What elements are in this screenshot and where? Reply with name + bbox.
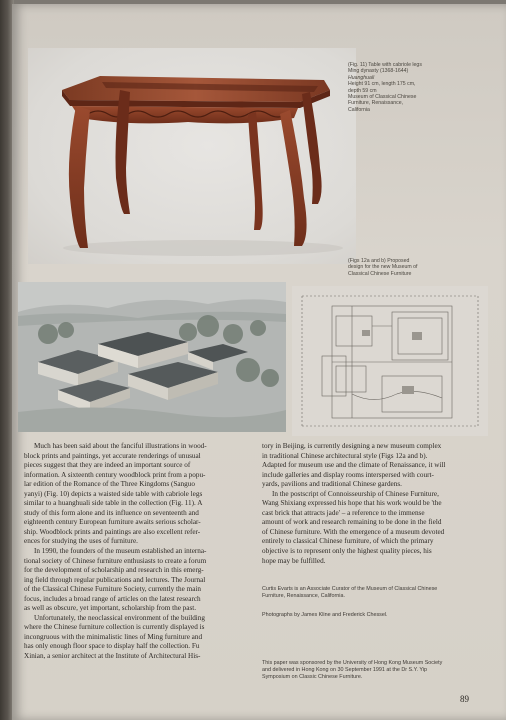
caption-line: Height 91 cm, length 175 cm, [348,81,416,88]
text-line: information. A sixteenth century woodblock print from a popu- [24,470,206,479]
text-line: ences for studying the uses of furniture. [24,537,138,546]
caption-line: (Fig. 11) Table with cabriole legs [348,62,422,68]
caption-line: Furniture, Renaissance, [348,100,404,107]
text-line: block prints and paintings, yet accurate renderings of unusual [24,451,201,460]
text-line: tional society of Chinese furniture enthusiasts to create a forum [24,556,207,565]
text-line: include galleries and display rooms interspersed with court- [262,470,434,479]
text-line: of the Classical Chinese Furniture Society, currently the main [24,585,201,594]
table-photo [28,48,356,264]
figure-11-caption [348,62,478,113]
caption-line: California [348,106,370,113]
caption-line: Classical Chinese Furniture [348,270,412,277]
text-line: for the development of scholarship and research in this emerg- [24,566,204,575]
text-line: as well as obscure, yet important, scholarship from the past. [24,604,197,613]
text-line: Wang Shixiang expressed his hope that his work would be 'the [262,499,442,508]
text-line: entirely to classical Chinese furniture, of which the primary [262,537,434,546]
note-line: and delivered in Hong Kong on 30 September 1991 at the Dr S.Y. Yip [262,667,428,673]
text-line: eighteenth century European furniture awaits serious scholar- [24,518,201,527]
caption-line: Ming dynasty (1368-1644) [348,68,409,75]
text-line: Unfortunately, the neoclassical environment of the building [34,613,205,622]
text-line: ing field through regular publications and lectures. The Journal [24,575,206,584]
text-line: in traditional Chinese architectural style (Figs 12a and b). [262,451,428,460]
note-line: Furniture, Renaissance, California. [262,593,345,599]
note-line: Photographs by James Kline and Frederick Chessel. [262,612,388,618]
figure-12-caption [348,258,478,277]
text-line: of Chinese furniture. With the emergence of a museum devoted [262,527,445,536]
text-line: has only enough floor space to display half the collection. Fu [24,642,200,651]
caption-line: (Figs 12a and b) Proposed [348,258,410,264]
text-line: hope may be fulfilled. [262,556,326,565]
book-page [12,4,506,720]
text-line: In 1990, the founders of the museum established an interna- [34,547,207,556]
text-line: lar edition of the Romance of the Three Kingdoms (Sanguo [24,480,195,489]
text-line: study of this form alone and its influence on seventeenth and [24,508,199,517]
sponsor-note [262,660,490,681]
text-line: Much has been said about the fanciful illustrations in wood- [34,442,207,450]
photo-credit [262,612,490,619]
text-line: Adapted for museum use and the climate of Renaissance, it will [262,461,446,470]
text-line: where the Chinese furniture collection is currently displayed is [24,623,205,632]
text-line: amount of work and research remaining to be done in the field [262,518,442,527]
text-line: pieces suggest that they are indeed an important source of [24,461,191,470]
text-line: cast brick that attracts jade' – a reference to the immense [262,508,425,517]
body-text-left-column [24,442,260,662]
caption-line: Museum of Classical Chinese [348,94,417,101]
text-line: objective is to represent only the highest quality pieces, his [262,547,432,556]
caption-line: depth 59 cm [348,87,377,94]
page-number: 89 [460,694,469,704]
note-line: Symposium on Classic Chinese Furniture. [262,674,363,680]
author-note [262,586,490,600]
caption-line: design for the new Museum of [348,264,418,271]
text-line: yards, pavilions and traditional Chinese gardens. [262,480,402,489]
text-line: similar to a huanghuali side table in the collection (Fig. 11). A [24,499,203,508]
text-line: incongruous with the minimalistic lines of Ming furniture and [24,632,203,641]
note-line: Curtis Evarts is an Associate Curator of the Museum of Classical Chinese [262,586,438,592]
museum-rendering-painting [18,282,286,432]
caption-line: Huanghuali [348,74,375,81]
text-line: In the postscript of Connoisseurship of Chinese Furniture, [272,489,439,498]
text-line: ship. Woodblock prints and paintings are also excellent refer- [24,527,201,536]
text-line: tory in Beijing, is currently designing a new museum complex [262,442,442,450]
text-line: Xinian, a senior architect at the Institute of Architectural His- [24,652,201,661]
note-line: This paper was sponsored by the University of Hong Kong Museum Society [262,660,443,666]
body-text-right-column [262,442,490,566]
text-line: yanyi) (Fig. 10) depicts a waisted side table with cabriole legs [24,489,203,498]
text-line: focus, includes a broad range of articles on the latest research [24,594,201,603]
museum-floor-plan [292,286,488,436]
